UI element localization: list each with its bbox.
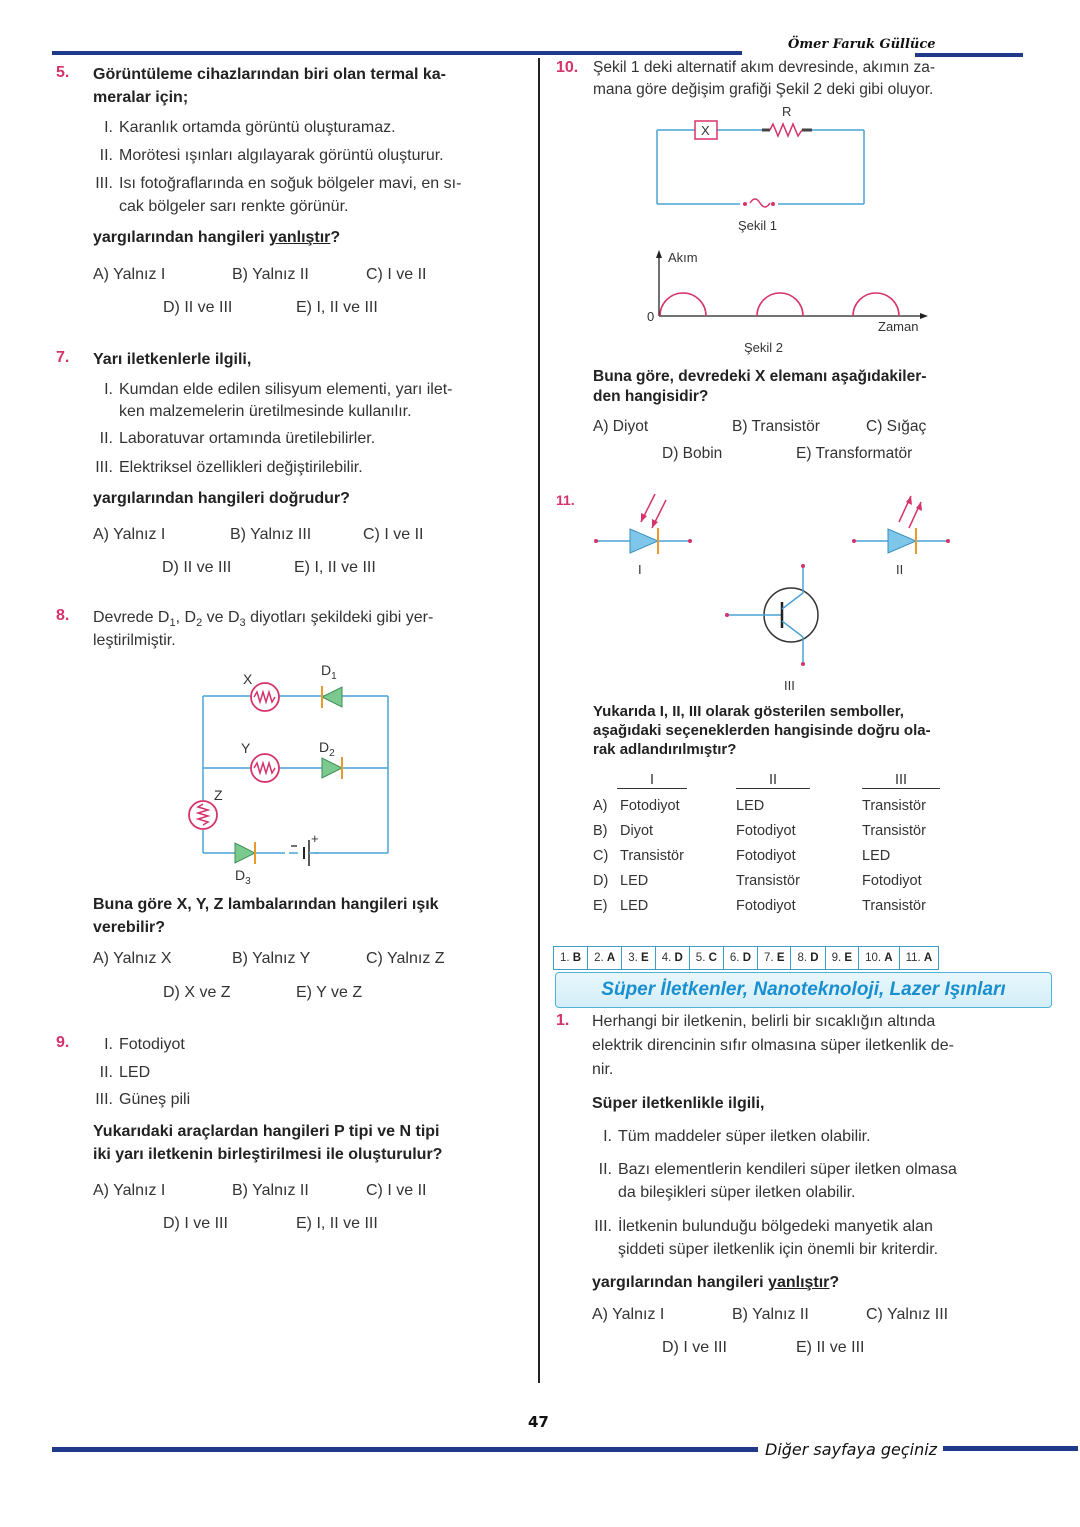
q8-title-line1: Devrede $D_1$, $D_2$ ve $D_3$ diyotları şekildeki gibi yer- xyxy=(93,609,434,629)
q9-option-e[interactable]: E) I, II ve III xyxy=(296,1215,378,1232)
q8-option-a[interactable]: A) Yalnız X xyxy=(93,950,172,967)
q11-symbol-2 xyxy=(852,496,950,554)
q10-fig2-yaxis: Akım xyxy=(668,250,698,265)
q8-number: 8. xyxy=(56,607,70,624)
answer-key-cell: 10. A xyxy=(859,947,900,969)
q5-title-line2: meralar için; xyxy=(93,89,189,106)
q11-symbols xyxy=(585,485,975,695)
s1-item-3: III. İletkenin bulunduğu bölgedeki manyetik alan xyxy=(594,1218,933,1235)
q8-label-plus: + xyxy=(311,831,319,846)
s1-option-b[interactable]: B) Yalnız II xyxy=(732,1306,809,1323)
q8-option-b[interactable]: B) Yalnız Y xyxy=(232,950,311,967)
q10-title: Şekil 1 deki alternatif akım devresinde, akımın za- mana göre değişim grafiği Şekil 2 deki gibi oluyor. xyxy=(593,59,936,98)
q8-label-y: Y xyxy=(241,740,251,756)
q10-fig1-caption: Şekil 1 xyxy=(738,218,778,233)
q9-option-c[interactable]: C) I ve II xyxy=(366,1182,427,1199)
column-divider xyxy=(538,58,540,1383)
s1-option-c[interactable]: C) Yalnız III xyxy=(866,1306,949,1323)
q10-fig2-origin: 0 xyxy=(647,309,655,324)
s1-item-2-cont: da bileşikleri süper iletken olabilir. xyxy=(618,1184,856,1201)
q11-symbol-3 xyxy=(725,564,818,666)
q11-question: Yukarıda I, II, III olarak gösterilen semboller, aşağıdaki seçeneklerden hangisinde doğru ola- rak adlandırılmıştır? xyxy=(593,703,931,758)
q7-item-3: III. Elektriksel özellikleri değiştirilebilir. xyxy=(95,459,363,476)
q5-number: 5. xyxy=(56,64,70,81)
q5-title-line1: Görüntüleme cihazlarından biri olan termal ka- xyxy=(93,66,446,83)
s1-option-d[interactable]: D) I ve III xyxy=(662,1339,727,1356)
q8-option-d[interactable]: D) X ve Z xyxy=(163,984,231,1001)
q7-question: yargılarından hangileri doğrudur? xyxy=(93,490,350,507)
author-signature: Ömer Faruk Güllüce xyxy=(788,37,936,52)
q7-option-d[interactable]: D) II ve III xyxy=(162,559,232,576)
q10-figures xyxy=(640,100,940,360)
q9-number: 9. xyxy=(56,1034,70,1051)
q8-label-d2: $D_2$ xyxy=(319,739,335,759)
q10-fig1-x-label: X xyxy=(701,123,710,138)
s1-intro: Herhangi bir iletkenin, belirli bir sıcaklığın altında elektrik direncinin sıfır olmasına süper iletkenlik de- nir. xyxy=(592,1013,954,1078)
q8-circuit-diagram xyxy=(180,658,400,890)
q8-option-c[interactable]: C) Yalnız Z xyxy=(366,950,445,967)
q8-label-d3: $D_3$ xyxy=(235,867,251,887)
q8-label-z: Z xyxy=(214,787,223,803)
s1-option-a[interactable]: A) Yalnız I xyxy=(592,1306,665,1323)
q7-option-e[interactable]: E) I, II ve III xyxy=(294,559,376,576)
q8-option-e[interactable]: E) Y ve Z xyxy=(296,984,363,1001)
s1-item-2: II. Bazı elementlerin kendileri süper iletken olmasa xyxy=(598,1161,957,1178)
q5-item-2: II. Morötesi ışınları algılayarak görüntü oluşturur. xyxy=(99,147,444,164)
answer-key-cell: 7. E xyxy=(758,947,791,969)
q10-fig2-xaxis: Zaman xyxy=(878,319,919,334)
q10-fig2-caption: Şekil 2 xyxy=(744,340,784,355)
q5-question: yargılarından hangileri yanlıştır? xyxy=(93,229,341,246)
q11-symbol-2-label: II xyxy=(896,562,904,577)
q5-item-3-cont: cak bölgeler sarı renkte görünür. xyxy=(119,198,349,215)
q5-title xyxy=(93,63,446,109)
q7-title: Yarı iletkenlerle ilgili, xyxy=(93,351,252,368)
q5-option-c[interactable]: C) I ve II xyxy=(366,266,427,283)
q5-option-d[interactable]: D) II ve III xyxy=(163,299,233,316)
q5-option-b[interactable]: B) Yalnız II xyxy=(232,266,309,283)
q10-option-c[interactable]: C) Sığaç xyxy=(866,418,927,435)
q11-col-head-3: III xyxy=(862,772,940,789)
q9-item-3: III. Güneş pili xyxy=(95,1091,191,1108)
q9-option-d[interactable]: D) I ve III xyxy=(163,1215,228,1232)
q7-item-1: I. Kumdan elde edilen silisyum elementi, yarı ilet- xyxy=(104,381,453,398)
answer-key xyxy=(553,946,939,970)
q11-symbol-1 xyxy=(594,494,692,554)
q7-item-1-cont: ken malzemelerin üretilmesinde kullanılır. xyxy=(119,403,412,420)
answer-key-cell: 5. C xyxy=(690,947,724,969)
q11-col-head-1: I xyxy=(617,772,687,789)
answer-key-cell: 9. E xyxy=(826,947,859,969)
q7-option-a[interactable]: A) Yalnız I xyxy=(93,526,166,543)
answer-key-cell: 4. D xyxy=(656,947,690,969)
q7-option-b[interactable]: B) Yalnız III xyxy=(230,526,312,543)
next-page-note: Diğer sayfaya geçiniz xyxy=(765,1440,938,1459)
q7-item-2: II. Laboratuvar ortamında üretilebilirler. xyxy=(99,430,376,447)
s1-number: 1. xyxy=(556,1012,570,1029)
q9-question: Yukarıdaki araçlardan hangileri P tipi ve N tipi iki yarı iletkenin birleştirilmesi ile oluşturulur? xyxy=(93,1123,443,1163)
q10-option-e[interactable]: E) Transformatör xyxy=(796,445,913,462)
section-title-banner xyxy=(555,972,1052,1008)
s1-lead: Süper iletkenlikle ilgili, xyxy=(592,1095,765,1112)
footer-rule-right xyxy=(943,1446,1078,1451)
q5-item-3: III. Isı fotoğraflarında en soğuk bölgeler mavi, en sı- xyxy=(95,175,462,192)
q8-label-x: X xyxy=(243,671,253,687)
q10-option-b[interactable]: B) Transistör xyxy=(732,418,820,435)
q11-symbol-1-label: I xyxy=(638,562,642,577)
answer-key-cell: 6. D xyxy=(724,947,758,969)
s1-question: yargılarından hangileri yanlıştır? xyxy=(592,1274,840,1291)
page-number: 47 xyxy=(528,1413,549,1431)
q7-number: 7. xyxy=(56,349,70,366)
q10-number: 10. xyxy=(556,59,579,76)
q5-option-e[interactable]: E) I, II ve III xyxy=(296,299,378,316)
q10-fig1-r-label: R xyxy=(782,104,792,119)
q8-question: Buna göre X, Y, Z lambalarından hangileri ışık verebilir? xyxy=(93,896,439,936)
q11-symbol-3-label: III xyxy=(784,678,795,693)
q5-option-a[interactable]: A) Yalnız I xyxy=(93,266,166,283)
s1-option-e[interactable]: E) II ve III xyxy=(796,1339,865,1356)
q9-item-2: II. LED xyxy=(99,1064,151,1081)
q11-col-head-2: II xyxy=(736,772,810,789)
q9-item-1: I. Fotodiyot xyxy=(104,1036,185,1053)
q5-item-1: I. Karanlık ortamda görüntü oluşturamaz. xyxy=(104,119,396,136)
answer-key-cell: 1. B xyxy=(554,947,588,969)
q8-label-d1: $D_1$ xyxy=(321,662,337,682)
q7-option-c[interactable]: C) I ve II xyxy=(363,526,424,543)
q10-option-d[interactable]: D) Bobin xyxy=(662,445,723,462)
answer-key-cell: 8. D xyxy=(791,947,825,969)
q9-option-a[interactable]: A) Yalnız I xyxy=(93,1182,166,1199)
answer-key-cell: 11. A xyxy=(905,952,933,964)
q9-option-b[interactable]: B) Yalnız II xyxy=(232,1182,309,1199)
header-rule-left xyxy=(52,51,742,55)
s1-item-1: I. Tüm maddeler süper iletken olabilir. xyxy=(603,1128,871,1145)
s1-item-3-cont: şiddeti süper iletkenlik için önemli bir kriterdir. xyxy=(618,1241,939,1258)
footer-rule-left xyxy=(52,1447,758,1452)
answer-key-cell: 2. A xyxy=(588,947,622,969)
section-title: Süper İletkenler, Nanoteknoloji, Lazer Işınları xyxy=(601,979,1006,1000)
q10-option-a[interactable]: A) Diyot xyxy=(593,418,649,435)
q8-title-line2: leştirilmiştir. xyxy=(93,632,176,649)
q11-number: 11. xyxy=(556,492,575,508)
q10-question: Buna göre, devredeki X elemanı aşağıdakiler- den hangisidir? xyxy=(593,368,927,405)
answer-key-cell: 3. E xyxy=(622,947,655,969)
